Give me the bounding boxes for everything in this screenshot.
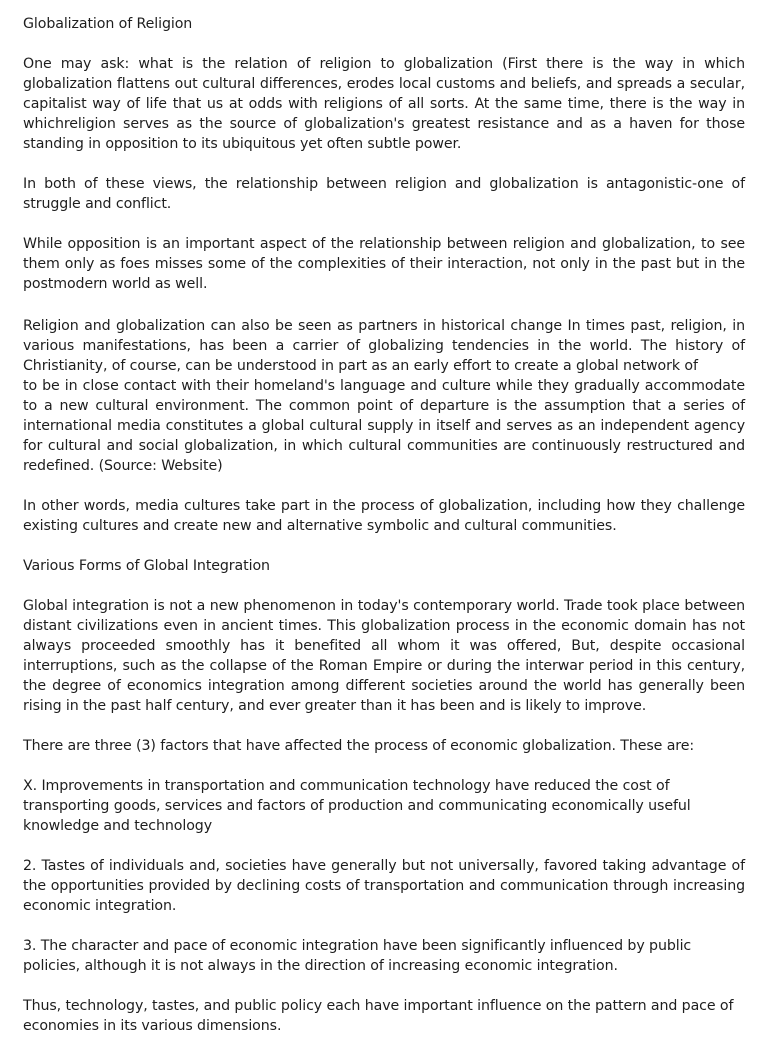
list-item-factor-2: 2. Tastes of individuals and, societies have generally but not universally, favored taking advantage of the opportunities provided by declining costs of transportation and communication through increasing economic integration. [23,858,745,914]
paragraph-conclusion: Thus, technology, tastes, and public policy each have important influence on the pattern and pace of economies in its various dimensions. [23,998,734,1034]
list-item-factor-3: 3. The character and pace of economic integration have been significantly influenced by public policies, although it is not always in the direction of increasing economic integration. [23,938,692,974]
document-title: Globalization of Religion [23,16,193,32]
section-subheading: Various Forms of Global Integration [23,558,270,574]
paragraph-global-integration: Global integration is not a new phenomenon in today's contemporary world. Trade took place between distant civilizations even in ancient times. This globalization process in the economic domain has not always proceeded smoothly has it benefited all whom it was offered, But, despite occasional interruptions, such as the collapse of the Roman Empire or during the interwar period in this century, the degree of economics integration among different societies around the world has generally been rising in the past half century, and ever greater than it has been and is likely to improve. [23,598,745,714]
paragraph-media-cultures: In other words, media cultures take part in the process of globalization, including how they challenge existing cultures and create new and alternative symbolic and cultural communities. [23,498,745,534]
document-page [23,14,745,1056]
paragraph-three-factors: There are three (3) factors that have affected the process of economic globalization. These are: [23,738,695,754]
paragraph-views: In both of these views, the relationship between religion and globalization is antagonistic-one of struggle and conflict. [23,176,745,212]
paragraph-opposition: While opposition is an important aspect of the relationship between religion and globalization, to see them only as foes misses some of the complexities of their interaction, not only in the past but in the postmodern world as well. [23,236,745,292]
list-item-factor-1: X. Improvements in transportation and communication technology have reduced the cost of transporting goods, services and factors of production and communicating economically useful knowledge and technology [23,778,691,834]
paragraph-media: to be in close contact with their homeland's language and culture while they gradually accommodate to a new cultural environment. The common point of departure is the assumption that a series of international media constitutes a global cultural supply in itself and serves as an independent agency for cultural and social globalization, in which cultural communities are continuously restructured and redefined. (Source: Website) [23,378,745,474]
paragraph-partners: Religion and globalization can also be seen as partners in historical change In times past, religion, in various manifestations, has been a carrier of globalizing tendencies in the world. The history of Christianity, of course, can be understood in part as an early effort to create a global network of [23,318,745,374]
paragraph-intro: One may ask: what is the relation of religion to globalization (First there is the way in which globalization flattens out cultural differences, erodes local customs and beliefs, and spreads a secular, capitalist way of life that us at odds with religions of all sorts. At the same time, there is the way in whichreligion serves as the source of globalization's greatest resistance and as a haven for those standing in opposition to its ubiquitous yet often subtle power. [23,56,745,152]
